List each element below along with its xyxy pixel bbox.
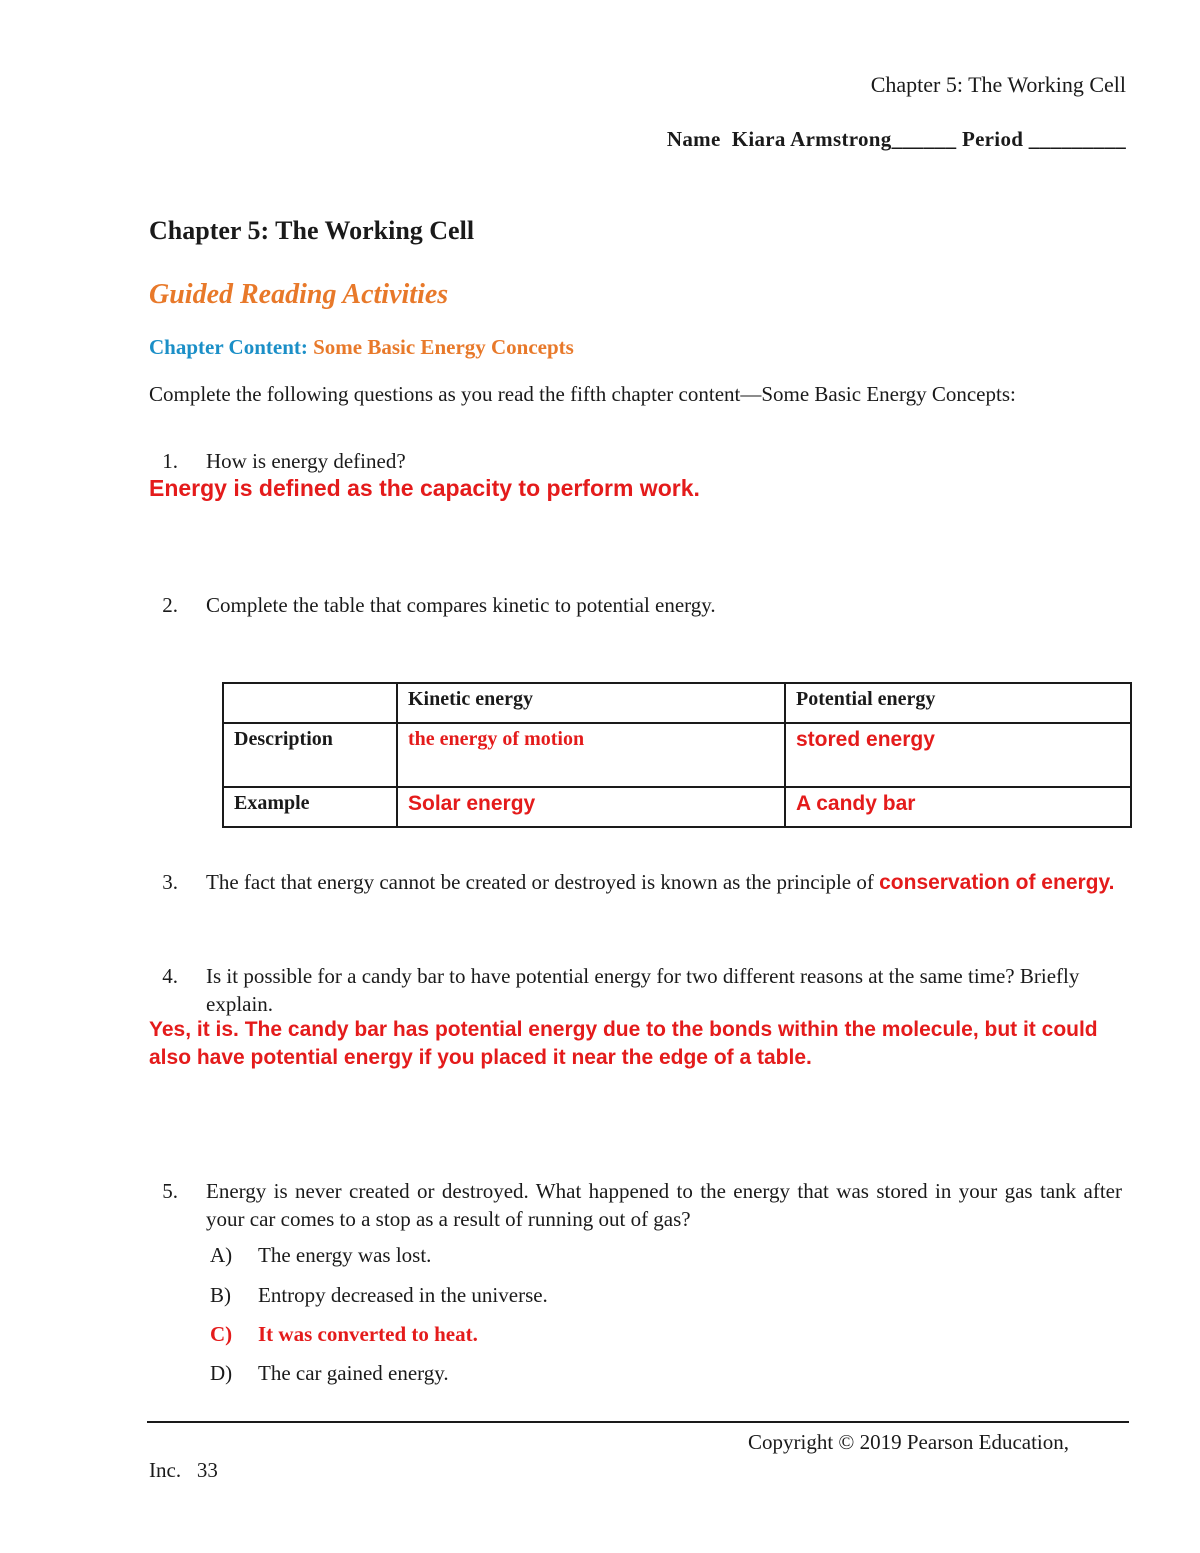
table-header-row [223,683,1131,723]
potential-example: A candy bar [796,792,916,815]
table-corner-cell [223,683,397,723]
option-letter: A) [210,1243,233,1267]
kinetic-header: Kinetic energy [397,683,785,723]
name-label: Name [666,127,721,151]
footer-inc: Inc. [149,1458,182,1482]
option-letter: D) [210,1361,233,1385]
chapter-content-topic: Some Basic Energy Concepts [313,335,574,359]
question-number: 3. [162,870,178,894]
running-header: Chapter 5: The Working Cell [870,72,1126,97]
period-blank: _________ [1028,127,1126,151]
kinetic-description: the energy of motion [408,728,585,750]
name-value: Kiara Armstrong______ [731,127,957,151]
option-text: The energy was lost. [258,1243,432,1267]
chapter-content-label: Chapter Content: [149,335,308,359]
answer-3: conservation of energy. [879,871,1115,894]
page-number: 33 [196,1458,218,1482]
answer-1: Energy is defined as the capacity to perform work. [149,475,700,501]
potential-description: stored energy [796,728,935,751]
question-number: 4. [162,964,178,988]
option-letter: B) [210,1283,231,1307]
row-label-description: Description [223,723,397,787]
name-period-line [667,127,1126,152]
question-text: Complete the table that compares kinetic to potential energy. [206,593,716,617]
option-a [210,1243,431,1268]
energy-comparison-table [222,682,1132,828]
potential-header: Potential energy [785,683,1131,723]
question-number: 1. [162,449,178,473]
copyright: Copyright © 2019 Pearson Education, [748,1430,1069,1454]
question-text: Is it possible for a candy bar to have potential energy for two different reasons at the same time? Briefly explain. [206,964,1080,1016]
chapter-content-line [149,335,574,360]
period-label: Period [961,127,1024,151]
row-label-example: Example [223,787,397,827]
footer-divider [147,1421,1129,1423]
option-b [210,1283,548,1308]
question-number: 2. [162,593,178,617]
question-text: The fact that energy cannot be created or destroyed is known as the principle of [206,870,874,894]
option-d [210,1361,449,1386]
option-text: It was converted to heat. [258,1322,478,1346]
kinetic-example: Solar energy [408,792,536,815]
instructions: Complete the following questions as you read the fifth chapter content—Some Basic Energy Concepts: [149,382,1016,406]
table-row [223,787,1131,827]
option-letter: C) [210,1322,233,1346]
table-row [223,723,1131,787]
section-subtitle: Guided Reading Activities [149,279,449,310]
question-text: How is energy defined? [206,449,406,473]
page-title: Chapter 5: The Working Cell [149,216,475,245]
question-text-wrap [206,868,1124,897]
footer-inc-page [149,1458,218,1483]
option-text: The car gained energy. [258,1361,449,1385]
question-number: 5. [162,1179,178,1203]
option-text: Entropy decreased in the universe. [258,1283,548,1307]
answer-4: Yes, it is. The candy bar has potential energy due to the bonds within the molecule, but it could also have potential energy if you placed it near the edge of a table. [149,1018,1098,1069]
option-c-correct [210,1322,478,1347]
question-text: Energy is never created or destroyed. What happened to the energy that was stored in your gas tank after your car comes to a stop as a result of running out of gas? [206,1179,1122,1231]
